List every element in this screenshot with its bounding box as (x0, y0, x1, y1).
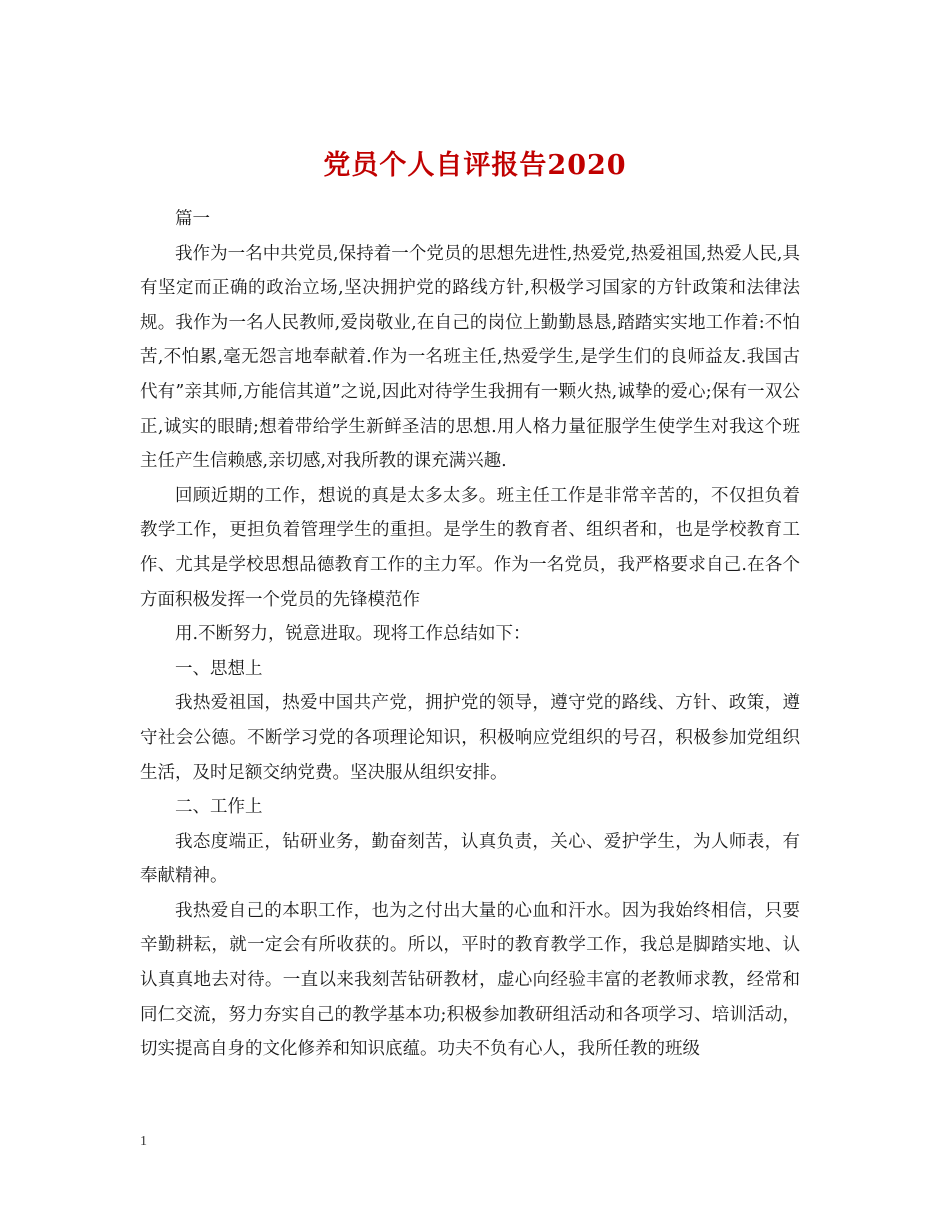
section-label-part-one: 篇一 (175, 209, 210, 229)
page-number: 1 (140, 1134, 147, 1149)
paragraph-teaching-work: 我热爱自己的本职工作，也为之付出大量的心血和汗水。因为我始终相信，只要辛勤耕耘，就一定会有所收获的。所以，平时的教育教学工作，我总是脚踏实地、认认真真地去对待。一直以来我刻苦钻研教材，虚心向经验丰富的老教师求教，经常和同仁交流，努力夯实自己的教学基本功;积极参加教研组活动和各项学习、培训活动，切实提高自身的文化修养和知识底蕴。功夫不负有心人，我所任教的班级 (140, 900, 800, 1060)
paragraph-work-attitude: 我态度端正，钻研业务，勤奋刻苦，认真负责，关心、爱护学生，为人师表，有奉献精神。 (140, 831, 800, 887)
document-title: 党员个人自评报告2020 (323, 150, 627, 182)
section-heading-ideology: 一、思想上 (175, 658, 263, 679)
paragraph-political-stance: 我作为一名中共党员,保持着一个党员的思想先进性,热爱党,热爱祖国,热爱人民,具有坚定而正确的政治立场,坚决拥护党的路线方针,积极学习国家的方针政策和法律法规。我作为一名人民教师,爱岗敬业,在自己的岗位上勤勤恳恳,踏踏实实地工作着:不怕苦,不怕累,毫无怨言地奉献着.作为一名班主任,热爱学生,是学生们的良师益友.我国古代有”亲其师,方能信其道”之说,因此对待学生我拥有一颗火热,诚挚的爱心;保有一双公正,诚实的眼睛;想着带给学生新鲜圣洁的思想.用人格力量征服学生使学生对我这个班主任产生信赖感,亲切感,对我所教的课充满兴趣. (140, 243, 800, 472)
paragraph-work-review: 回顾近期的工作，想说的真是太多太多。班主任工作是非常辛苦的，不仅担负着教学工作，更担负着管理学生的重担。是学生的教育者、组织者和，也是学校教育工作、尤其是学校思想品德教育工作的主力军。作为一名党员，我严格要求自己.在各个方面积极发挥一个党员的先锋模范作 (140, 485, 800, 610)
paragraph-ideology: 我热爱祖国，热爱中国共产党，拥护党的领导，遵守党的路线、方针、政策，遵守社会公德。不断学习党的各项理论知识，积极响应党组织的号召，积极参加党组织生活，及时足额交纳党费。坚决服从组织安排。 (140, 693, 800, 783)
section-heading-work: 二、工作上 (175, 797, 263, 818)
paragraph-summary-intro: 用.不断努力，锐意进取。现将工作总结如下： (175, 624, 531, 645)
document-body (140, 202, 800, 1067)
